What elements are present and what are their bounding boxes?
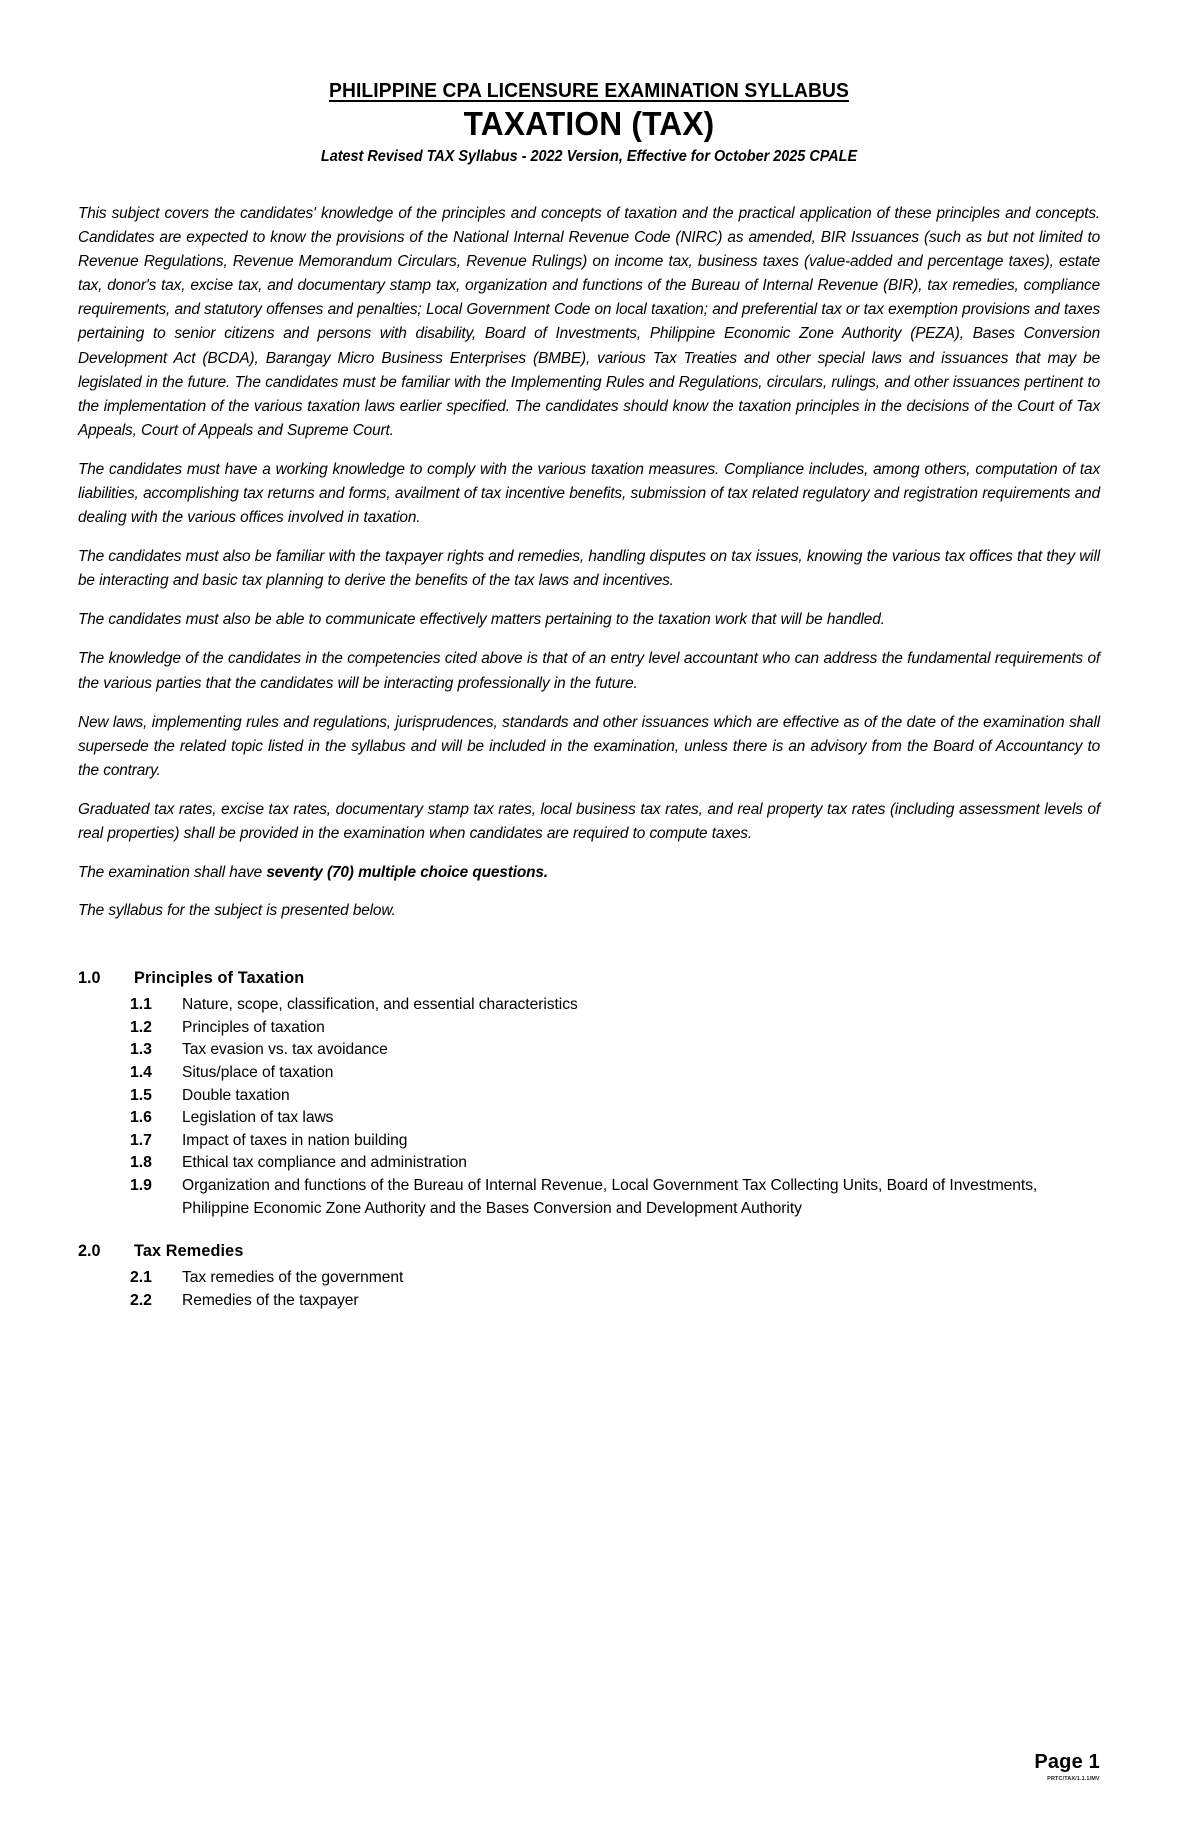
paragraph-entry-level-knowledge: The knowledge of the candidates in the competencies cited above is that of an entry level accountant who can address the fundamental requirements of the various parties that the candidates will be interacting professionally in the future. xyxy=(78,650,1100,692)
outline-item-text: Tax evasion vs. tax avoidance xyxy=(182,1041,388,1059)
outline-item-number: 1.2 xyxy=(130,1018,152,1036)
outline-heading-1 xyxy=(78,967,1100,990)
footer-watermark: PRTC/TAX/1.1.1/MV xyxy=(1047,1776,1100,1782)
paragraph-communication: The candidates must also be able to communicate effectively matters pertaining to the taxation work that will be handled. xyxy=(78,611,885,629)
question-count-prefix: The examination shall have xyxy=(78,864,267,882)
outline-item-number: 2.2 xyxy=(130,1291,152,1309)
list-item xyxy=(78,1130,1100,1153)
list-item xyxy=(78,1267,1100,1290)
outline-item-number: 1.9 xyxy=(130,1177,152,1195)
outline-item-text: Ethical tax compliance and administration xyxy=(182,1154,467,1172)
list-item xyxy=(78,1039,1100,1062)
outline-group-2 xyxy=(78,1240,1100,1312)
outline-item-number: 1.6 xyxy=(130,1109,152,1127)
paragraph-new-laws: New laws, implementing rules and regulations, jurisprudences, standards and other issuances which are effective as of the date of the examination shall supersede the related topic listed in the syllabus and will be included in the examination, unless there is an advisory from the Board of Accountancy to the contrary. xyxy=(78,713,1100,779)
outline-heading-2-number: 2.0 xyxy=(78,1242,101,1261)
outline-item-text: Impact of taxes in nation building xyxy=(182,1131,408,1149)
outline-heading-1-title: Principles of Taxation xyxy=(134,969,305,988)
list-item xyxy=(78,1152,1100,1175)
paragraph-scope-overview: This subject covers the candidates' knowledge of the principles and concepts of taxation and the practical application of these principles and concepts. Candidates are expected to know the provisions of the National Internal Revenue Code (NIRC) as amended, BIR Issuances (such as but not limited to Revenue Regulations, Revenue Memorandum Circulars, Revenue Rulings) on income tax, business taxes (value-added and percentage taxes), estate tax, donor's tax, excise tax, and documentary stamp tax, organization and functions of the Bureau of Internal Revenue (BIR), tax remedies, compliance requirements, and statutory offenses and penalties; Local Government Code on local taxation; and preferential tax or tax exemption provisions and taxes pertaining to senior citizens and persons with disability, Board of Investments, Philippine Economic Zone Authority (PEZA), Bases Conversion Development Act (BCDA), Barangay Micro Business Enterprises (BMBE), various Tax Treaties and other special laws and issuances that may be legislated in the future. The candidates must be familiar with the Implementing Rules and Regulations, circulars, rulings, and other issuances pertinent to the implementation of the various taxation laws earlier specified. The candidates should know the taxation principles in the decisions of the Court of Tax Appeals, Court of Appeals and Supreme Court. xyxy=(78,204,1100,439)
list-item xyxy=(78,994,1100,1017)
paragraph-syllabus-intro: The syllabus for the subject is presented below. xyxy=(78,902,396,920)
outline-item-number: 1.3 xyxy=(130,1041,152,1059)
page-title: TAXATION (TAX) xyxy=(463,104,715,142)
outline-item-number: 1.5 xyxy=(130,1086,152,1104)
paragraph-rate-tables: Graduated tax rates, excise tax rates, documentary stamp tax rates, local business tax rates, and real property tax rates (including assessment levels of real properties) shall be provided in the examination when candidates are required to compute taxes. xyxy=(78,800,1100,843)
outline-item-text: Double taxation xyxy=(182,1086,290,1104)
outline-item-text: Organization and functions of the Bureau of Internal Revenue, Local Government Tax Collecting Units, Board of Investments, Philippine Economic Zone Authority and the Bases Conversion and Development Authority xyxy=(182,1177,1038,1217)
list-item xyxy=(78,1062,1100,1085)
list-item xyxy=(78,1290,1100,1313)
document-body xyxy=(78,202,1100,923)
outline-item-text: Principles of taxation xyxy=(182,1018,325,1036)
list-item xyxy=(78,1085,1100,1108)
paragraph-compliance: The candidates must have a working knowledge to comply with the various taxation measures. Compliance includes, among others, computation of tax liabilities, accomplishing tax returns and forms, availment of tax incentive benefits, submission of tax related regulatory and registration requirements and dealing with the various offices involved in taxation. xyxy=(78,460,1100,527)
question-count-value: seventy (70) multiple choice questions. xyxy=(266,864,548,882)
page-footer xyxy=(1034,1751,1100,1782)
paragraph-question-count xyxy=(78,861,1100,885)
page-number: Page 1 xyxy=(1034,1751,1100,1773)
outline-item-number: 1.8 xyxy=(130,1154,152,1172)
outline-item-number: 1.7 xyxy=(130,1131,152,1149)
list-item xyxy=(78,1107,1100,1130)
outline-item-text: Tax remedies of the government xyxy=(182,1269,404,1287)
document-header xyxy=(78,78,1100,166)
outline-heading-1-number: 1.0 xyxy=(78,969,101,988)
document-kicker: PHILIPPINE CPA LICENSURE EXAMINATION SYLLABUS xyxy=(329,79,849,102)
outline-heading-2 xyxy=(78,1240,1100,1263)
list-item xyxy=(78,1017,1100,1040)
list-item xyxy=(78,1175,1100,1220)
outline-item-text: Situs/place of taxation xyxy=(182,1064,334,1082)
outline-item-number: 1.4 xyxy=(130,1064,152,1082)
outline-group-1 xyxy=(78,967,1100,1220)
outline-item-text: Nature, scope, classification, and essential characteristics xyxy=(182,996,578,1014)
outline-item-text: Legislation of tax laws xyxy=(182,1109,334,1127)
paragraph-rights-remedies: The candidates must also be familiar with the taxpayer rights and remedies, handling disputes on tax issues, knowing the various tax offices that they will be interacting and basic tax planning to derive the benefits of the tax laws and incentives. xyxy=(78,548,1100,590)
outline-heading-2-title: Tax Remedies xyxy=(134,1242,244,1261)
outline-item-number: 1.1 xyxy=(130,996,152,1014)
syllabus-outline xyxy=(78,967,1100,1312)
outline-item-text: Remedies of the taxpayer xyxy=(182,1291,359,1309)
document-subtitle: Latest Revised TAX Syllabus - 2022 Version, Effective for October 2025 CPALE xyxy=(320,147,858,165)
outline-item-number: 2.1 xyxy=(130,1269,152,1287)
